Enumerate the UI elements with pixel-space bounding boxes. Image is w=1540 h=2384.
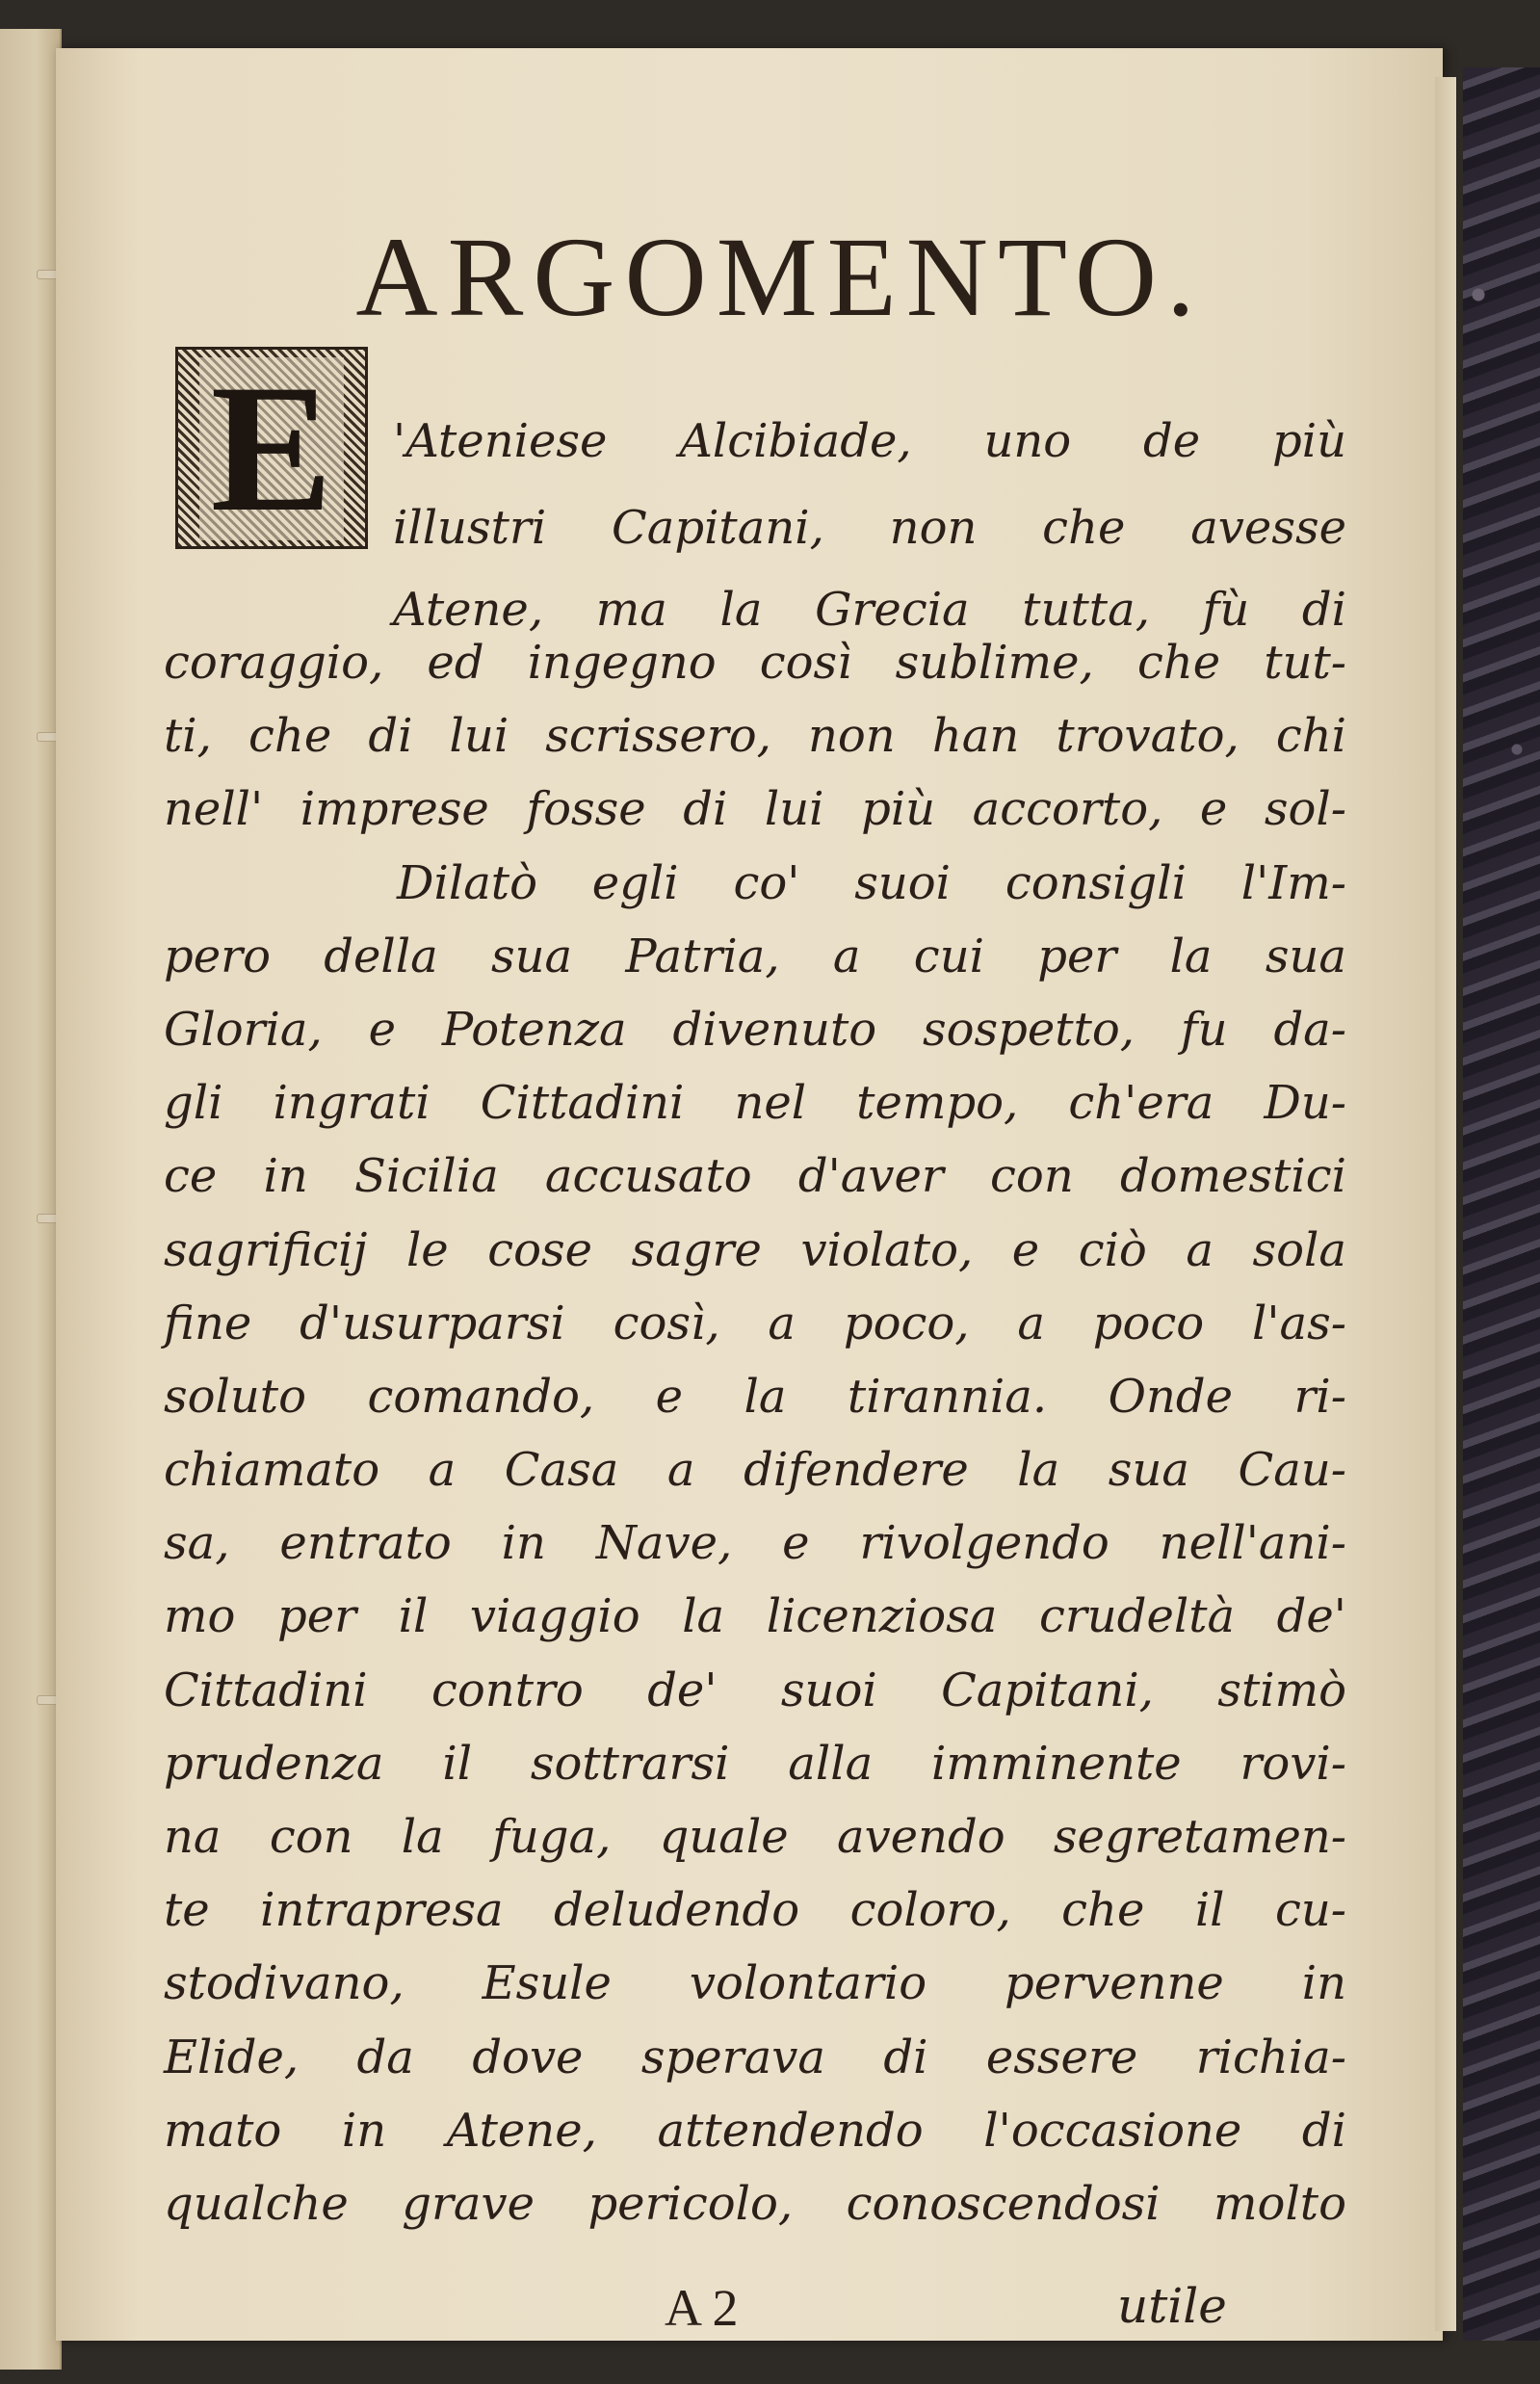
drop-cap-ornament (175, 347, 368, 549)
text-line: sagrificij le cose sagre violato, e ciò a sola (164, 1222, 1346, 1277)
text-line: Gloria, e Potenza divenuto sospetto, fu da- (164, 1002, 1346, 1057)
text-line: ti, che di lui scrissero, non han trovato, chi (164, 709, 1346, 764)
text-line: fine d'usurparsi così, a poco, a poco l'as- (164, 1296, 1346, 1350)
text-line: gli ingrati Cittadini nel tempo, ch'era Du- (164, 1076, 1346, 1131)
catchword: utile (1117, 2278, 1227, 2334)
text-line: sa, entrato in Nave, e rivolgendo nell'ani- (164, 1516, 1346, 1571)
page-heading: ARGOMENTO. (355, 214, 1205, 340)
page-right-edge (1435, 77, 1456, 2331)
marbled-cover-edge (1463, 67, 1540, 2341)
text-line: 'Ateniese Alcibiade, uno de più (393, 414, 1346, 468)
text-line: mo per il viaggio la licenziosa crudeltà de' (164, 1589, 1346, 1644)
text-line: chiamato a Casa a difendere la sua Cau- (164, 1443, 1346, 1498)
text-line: nell' imprese fosse di lui più accorto, e sol- (164, 782, 1346, 837)
text-line: stodivano, Esule volontario pervenne in (164, 1956, 1346, 2011)
text-line: illustri Capitani, non che avesse (393, 501, 1346, 555)
text-line: Atene, ma la Grecia tutta, fù di (393, 583, 1346, 637)
text-line: mato in Atene, attendendo l'occasione di (164, 2103, 1346, 2158)
text-line: pero della sua Patria, a cui per la sua (164, 929, 1346, 983)
text-line: te intrapresa deludendo coloro, che il cu- (164, 1883, 1346, 1938)
signature-mark: A 2 (665, 2279, 739, 2337)
text-line: Dilatò egli co' suoi consigli l'Im- (397, 855, 1346, 910)
text-line: soluto comando, e la tirannia. Onde ri- (164, 1369, 1346, 1424)
text-line: coraggio, ed ingegno così sublime, che tut- (164, 636, 1346, 690)
left-page-edge (0, 29, 62, 2370)
text-line: qualche grave pericolo, conoscendosi molto (164, 2177, 1346, 2231)
text-line: na con la fuga, quale avendo segretamen- (164, 1810, 1346, 1865)
text-line: Elide, da dove sperava di essere richia- (164, 2030, 1346, 2084)
text-line: Cittadini contro de' suoi Capitani, stimò (164, 1663, 1346, 1717)
drop-cap-letter: E (199, 357, 344, 540)
text-line: prudenza il sottrarsi alla imminente rovi- (164, 1736, 1346, 1791)
text-line: ce in Sicilia accusato d'aver con domestici (164, 1149, 1346, 1204)
